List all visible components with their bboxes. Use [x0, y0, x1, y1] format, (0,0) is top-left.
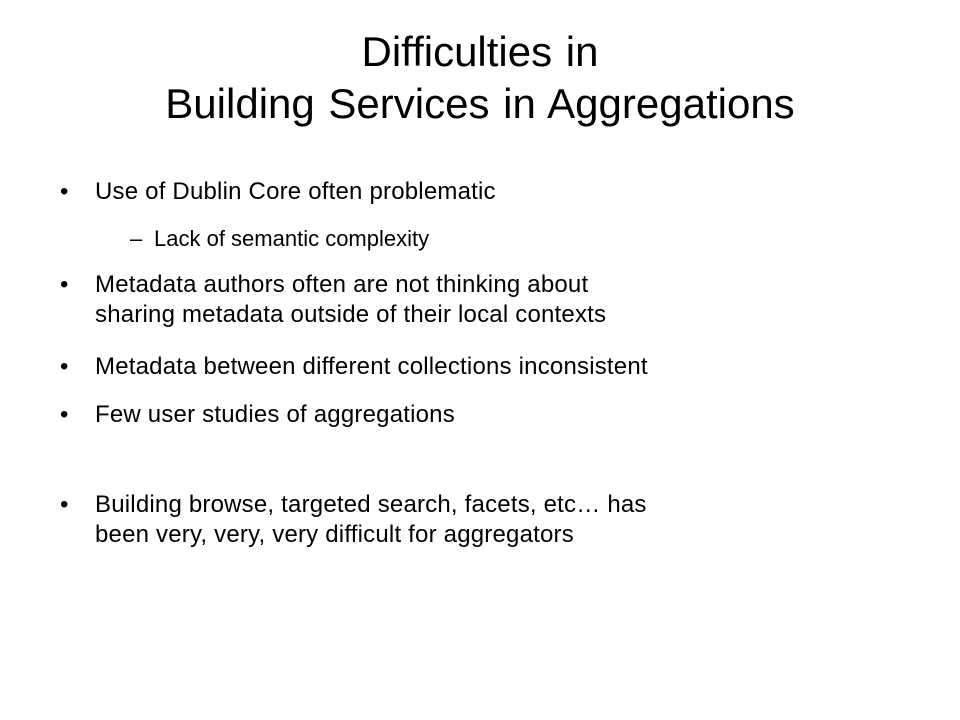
bullet-text-line: Metadata authors often are not thinking about	[95, 271, 589, 298]
bullet-text	[95, 270, 905, 330]
bullet-dot: •	[60, 353, 69, 380]
bullet-dot: •	[60, 178, 69, 205]
sub-bullet-dash: –	[130, 226, 143, 251]
bullet-dot: •	[60, 401, 69, 428]
bullet-text: Use of Dublin Core often problematic	[95, 178, 496, 205]
bullet-dot: •	[60, 271, 69, 298]
bullet-text-line: Building browse, targeted search, facets, etc… has	[95, 491, 647, 518]
slide-title	[0, 26, 960, 130]
bullet-text: Metadata between different collections inconsistent	[95, 353, 648, 380]
slide-title-line-2: Building Services in Aggregations	[165, 80, 795, 127]
bullet-text: Few user studies of aggregations	[95, 401, 455, 428]
bullet-text-line: been very, very, very difficult for aggregators	[95, 521, 574, 548]
sub-bullet-text: Lack of semantic complexity	[154, 226, 430, 251]
bullet-text-line: sharing metadata outside of their local contexts	[95, 301, 607, 328]
slide-title-line-1: Difficulties in	[361, 28, 599, 75]
bullet-dot: •	[60, 491, 69, 518]
bullet-text	[95, 490, 905, 550]
